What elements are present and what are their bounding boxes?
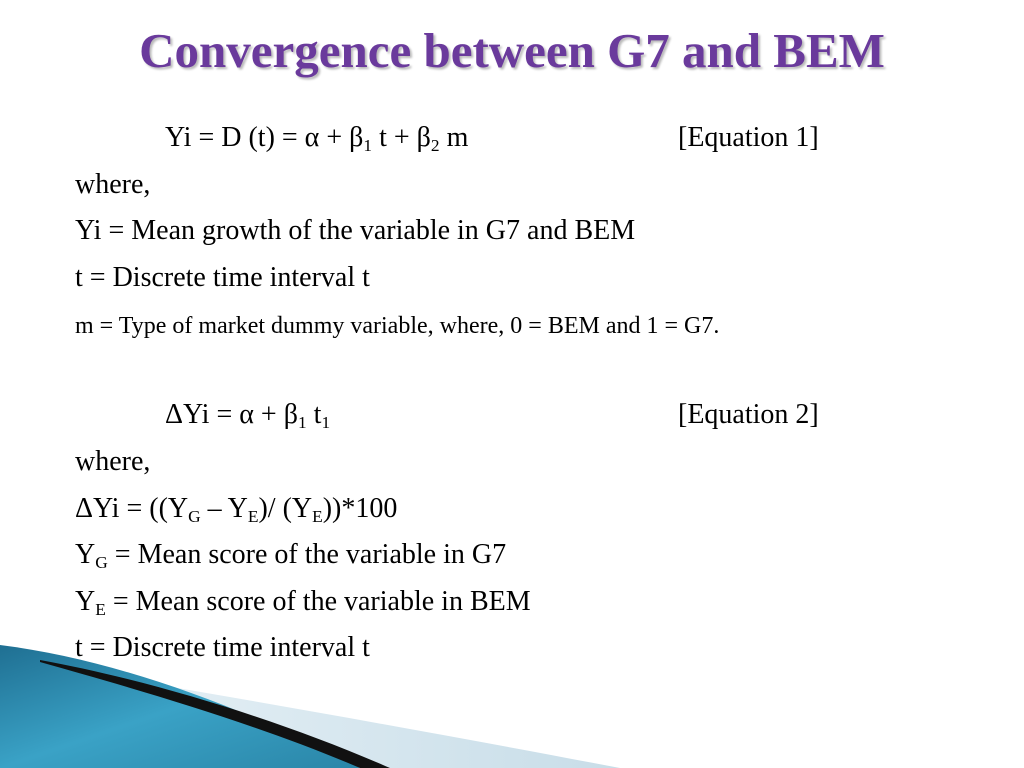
equation-2-tag: [Equation 2] — [678, 399, 819, 430]
equation-1-tag: [Equation 1] — [678, 122, 819, 153]
definition-ye: $Y_E$ = Mean score of the variable in BEM — [75, 586, 531, 619]
slide-title: Convergence between G7 and BEM — [139, 23, 885, 78]
where-label-1: where, — [75, 169, 151, 200]
definition-t-1: t = Discrete time interval t — [75, 262, 370, 293]
equation-2: $\Delta Yi = \alpha + \beta_1$ $t_1$ — [165, 399, 331, 432]
definition-yg: $Y_G$ = Mean score of the variable in G7 — [75, 539, 507, 572]
where-label-2: where, — [75, 446, 151, 477]
definition-yi: Yi = Mean growth of the variable in G7 and BEM — [75, 215, 636, 246]
definition-m: m = Type of market dummy variable, where, 0 = BEM and 1 = G7. — [75, 313, 720, 339]
equation-1: Yi = D $(t) = \alpha + \beta_1$ $t + \beta_2$ m — [165, 122, 469, 155]
definition-t-2: t = Discrete time interval t — [75, 632, 370, 663]
definition-delta-yi: $\Delta Yi = ((Y_G - Y_E)/$ $(Y_E))*100$ — [75, 493, 398, 526]
